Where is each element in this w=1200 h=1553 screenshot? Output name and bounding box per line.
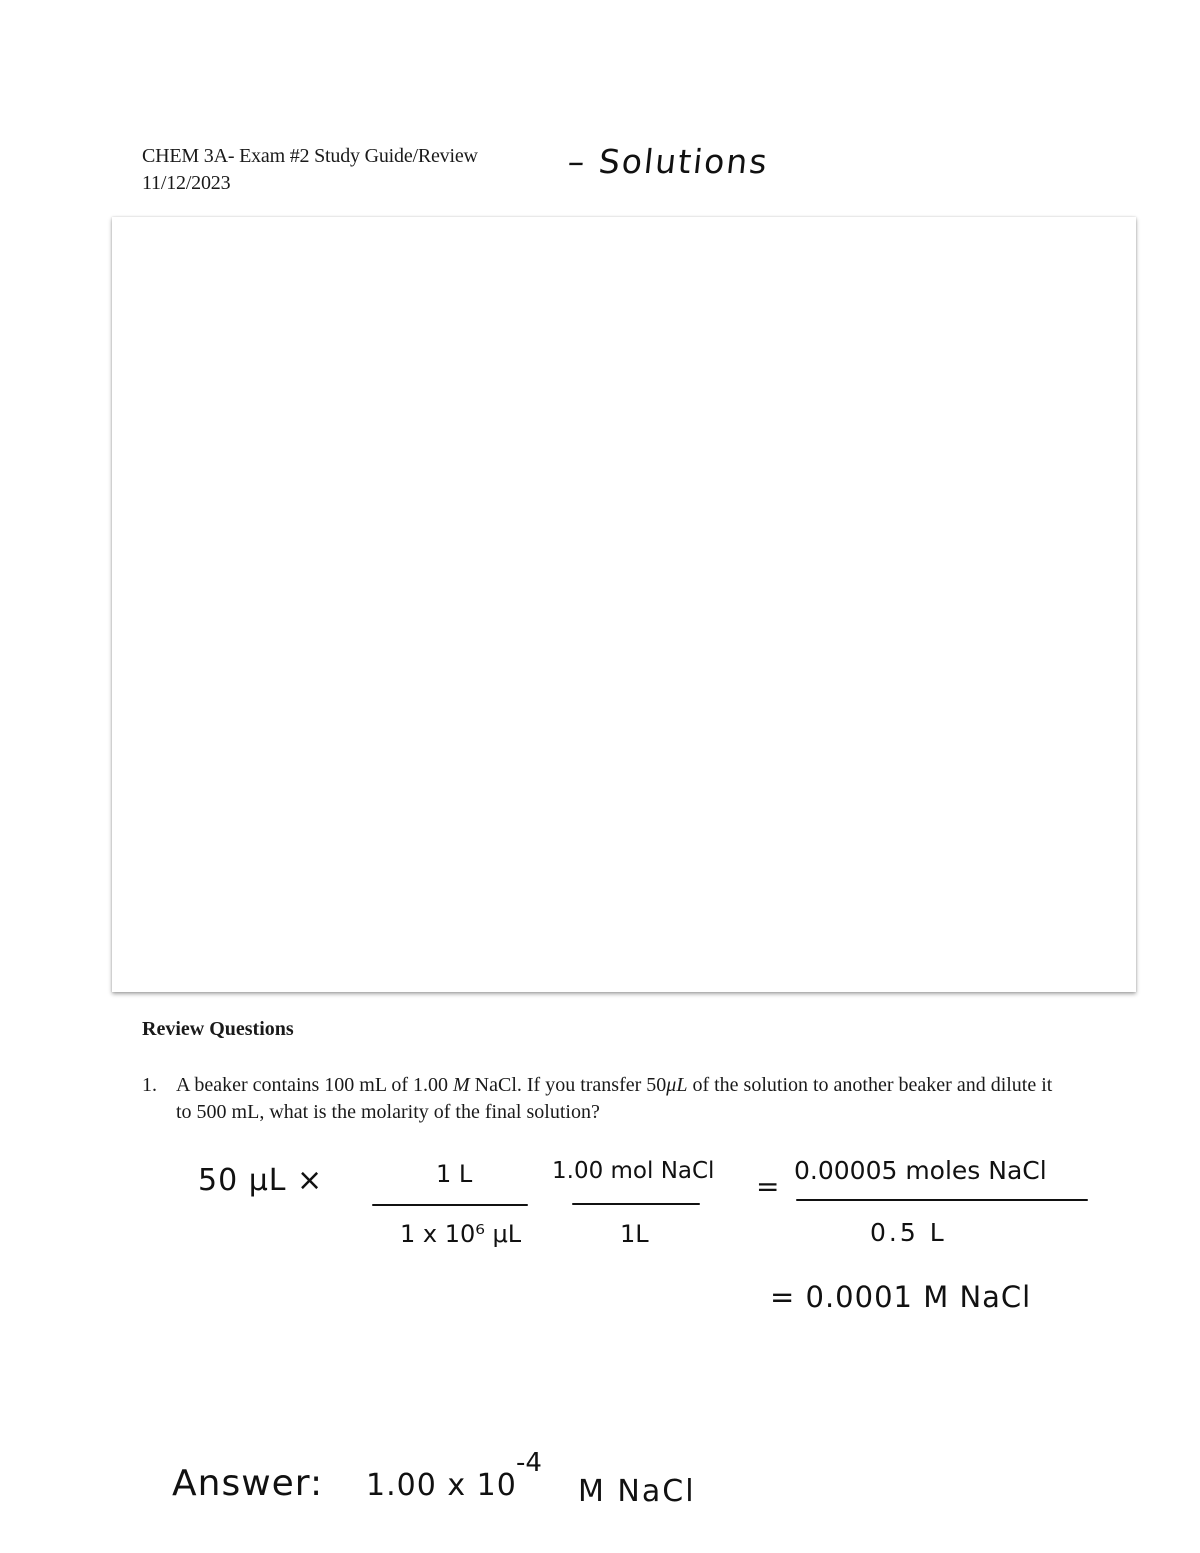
work-equals-sign: = — [756, 1170, 780, 1203]
fraction2-bar — [572, 1203, 700, 1205]
document-date: 11/12/2023 — [142, 172, 231, 194]
question-text: A beaker contains 100 mL of 1.00 M NaCl. If you transfer 50μL of the solution to another beaker and dilute it to 500 mL, what is the molarity of the final solution? — [176, 1074, 1053, 1123]
document-title: CHEM 3A- Exam #2 Study Guide/Review — [142, 145, 478, 167]
fraction1-bar — [372, 1204, 528, 1206]
question-number: 1. — [142, 1074, 157, 1096]
answer-unit: M NaCl — [578, 1474, 696, 1509]
question-1 — [142, 1072, 1062, 1126]
work-fraction2-denominator: 1L — [620, 1220, 649, 1248]
blank-content-area — [112, 217, 1136, 992]
answer-value: 1.00 x 10 — [366, 1468, 517, 1503]
work-fraction2-numerator: 1.00 mol NaCl — [552, 1158, 715, 1184]
answer-label: Answer: — [172, 1463, 324, 1504]
work-fraction1-numerator: 1 L — [436, 1160, 473, 1188]
work-fraction3-denominator: 0.5 L — [870, 1218, 947, 1247]
work-term-microliters: 50 μL × — [198, 1163, 324, 1198]
fraction3-bar — [796, 1199, 1088, 1201]
work-fraction1-denominator: 1 x 10⁶ μL — [400, 1220, 522, 1248]
handwritten-solutions-label: – Solutions — [565, 142, 771, 181]
answer-exponent: -4 — [516, 1448, 542, 1478]
work-result: = 0.0001 M NaCl — [770, 1280, 1032, 1314]
section-heading: Review Questions — [142, 1018, 294, 1040]
work-fraction3-numerator: 0.00005 moles NaCl — [794, 1156, 1047, 1185]
